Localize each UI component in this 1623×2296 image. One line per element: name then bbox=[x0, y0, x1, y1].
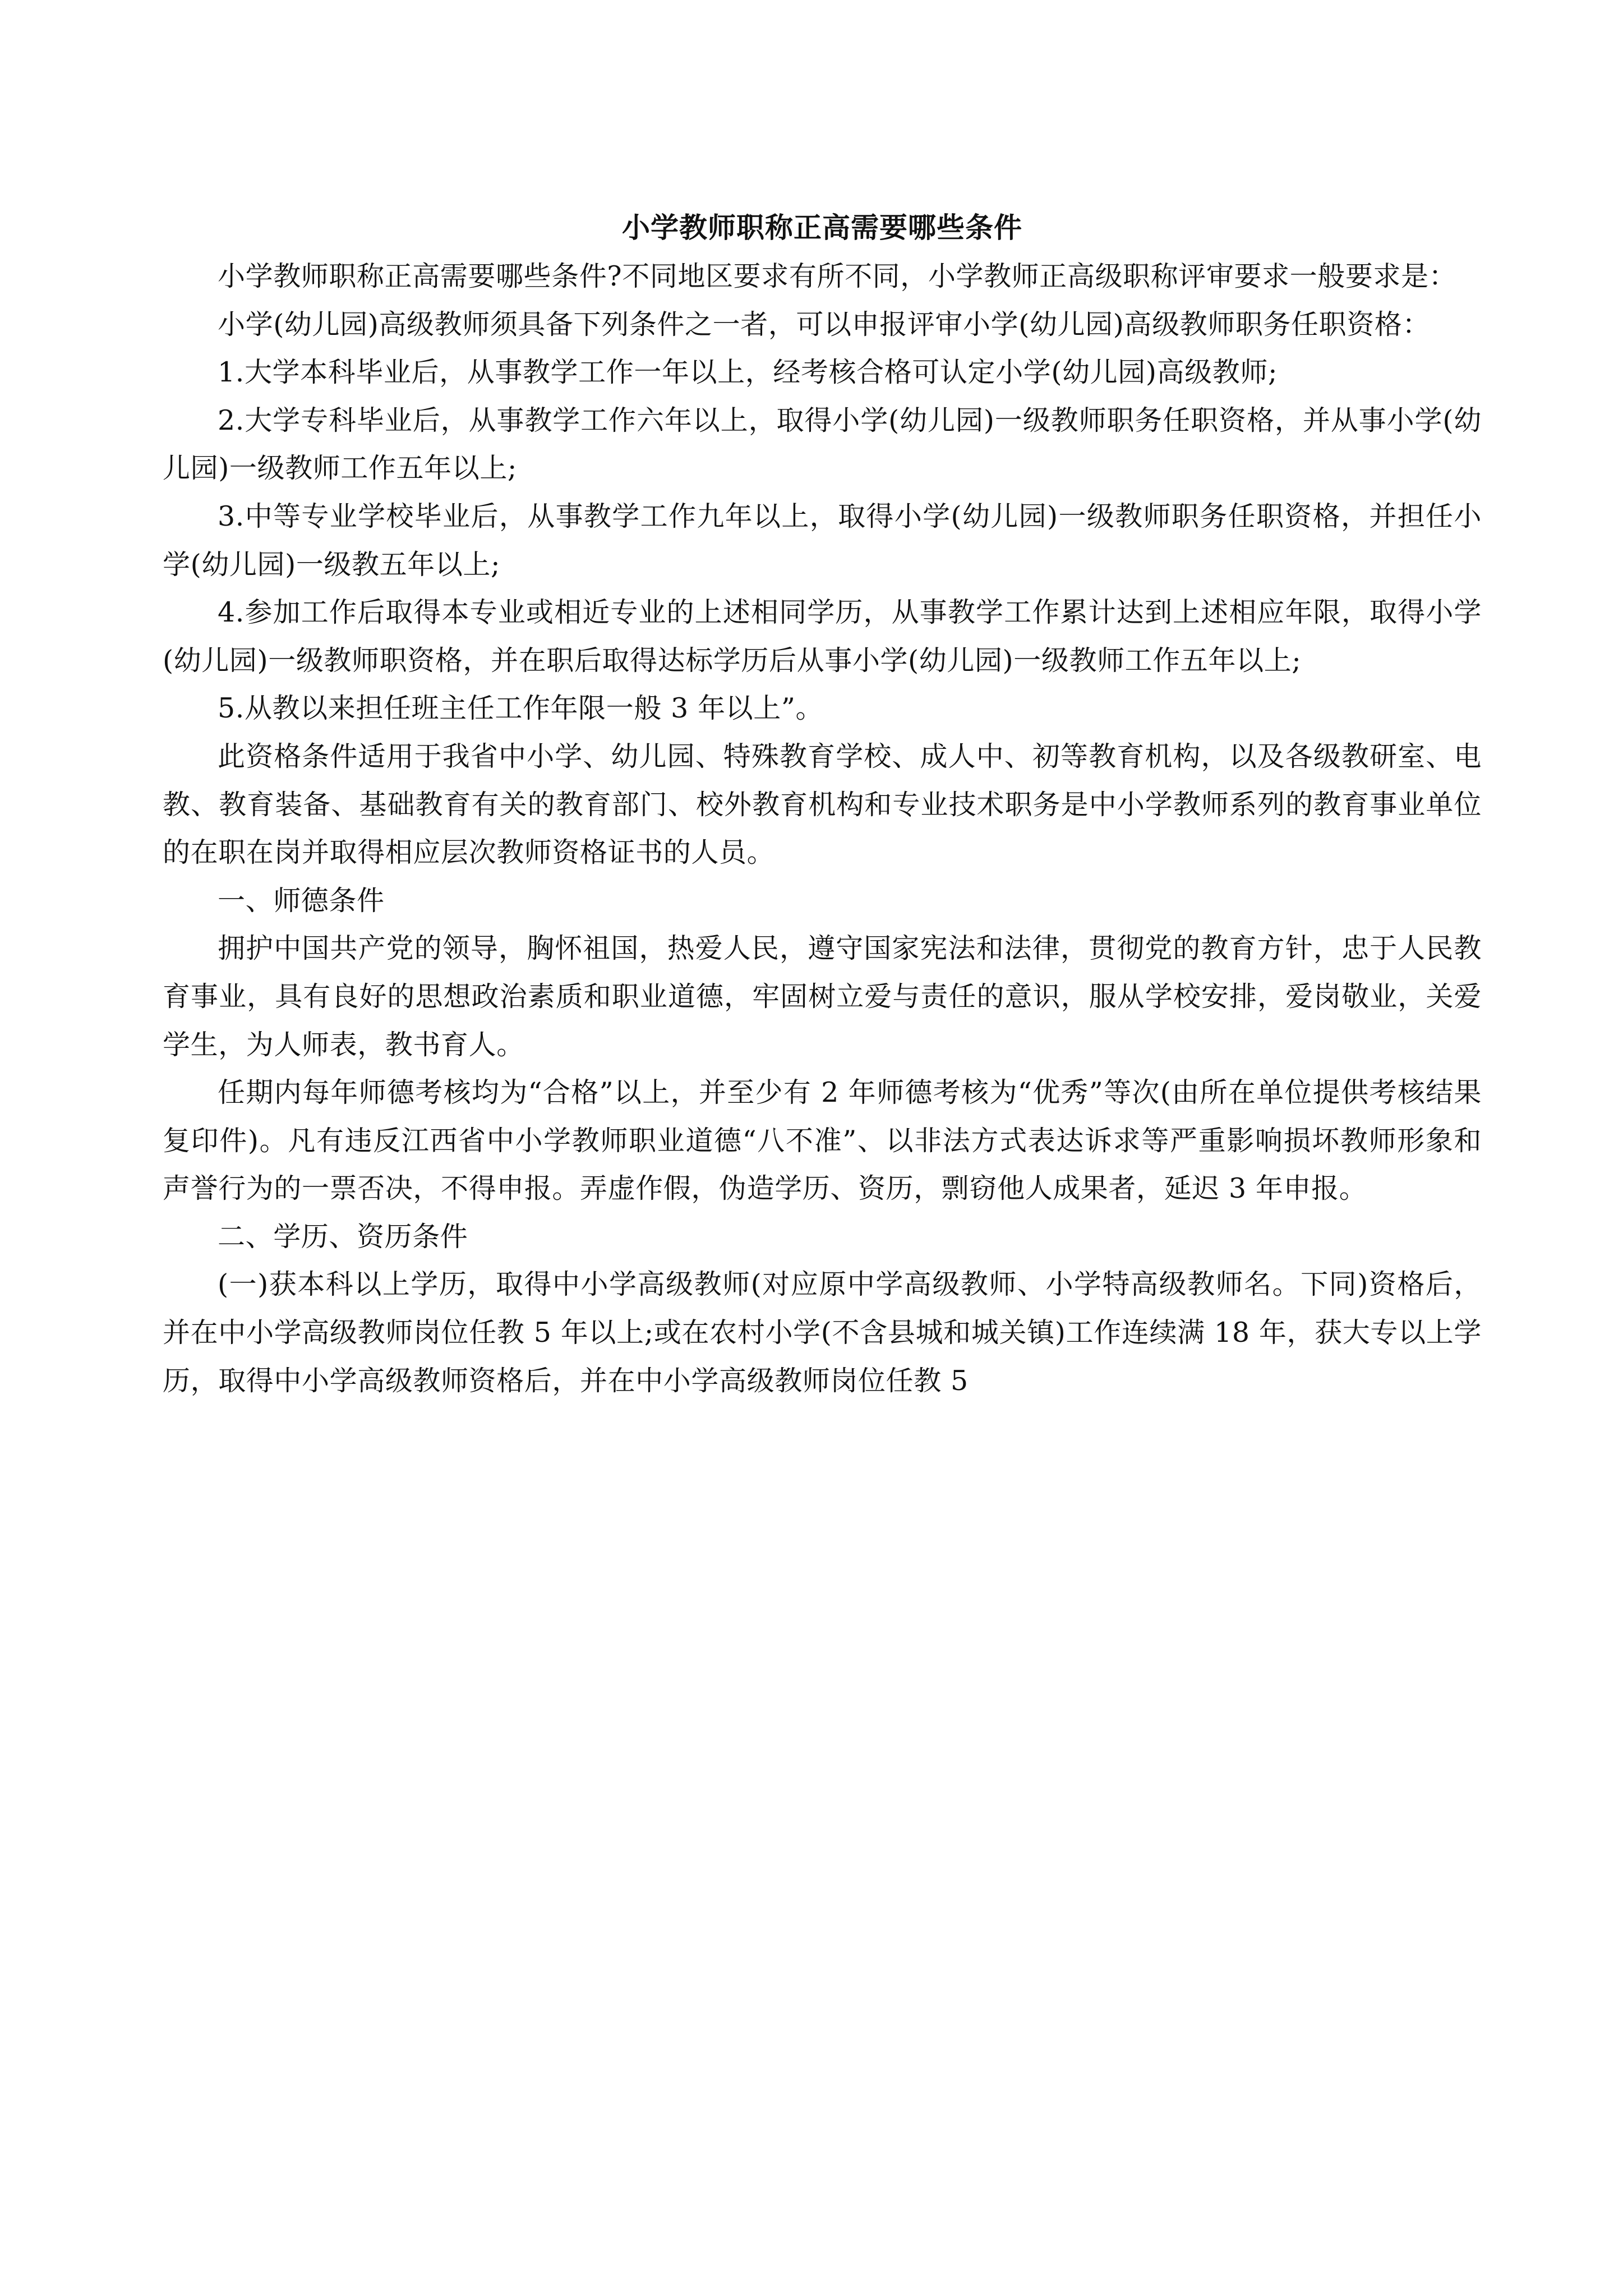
list-item: 3.中等专业学校毕业后，从事教学工作九年以上，取得小学(幼儿园)一级教师职务任职资格，并担任小学(幼儿园)一级教五年以上; bbox=[163, 500, 1482, 581]
list-item: 2.大学专科毕业后，从事教学工作六年以上，取得小学(幼儿园)一级教师职务任职资格，并从事小学(幼儿园)一级教师工作五年以上; bbox=[163, 404, 1482, 485]
document-title: 小学教师职称正高需要哪些条件 bbox=[622, 211, 1022, 244]
paragraph: 任期内每年师德考核均为“合格”以上，并至少有 2 年师德考核为“优秀”等次(由所在单位提供考核结果复印件)。凡有违反江西省中小学教师职业道德“八不准”、以非法方式表达诉求等严重影响损坏教师形象和声誉行为的一票否决，不得申报。弄虚作假，伪造学历、资历，剽窃他人成果者，延迟 3 年申报。 bbox=[163, 1076, 1482, 1205]
section-heading: 一、师德条件 bbox=[218, 884, 385, 917]
paragraph: 小学教师职称正高需要哪些条件?不同地区要求有所不同，小学教师正高级职称评审要求一般要求是： bbox=[218, 260, 1457, 292]
list-item: 5.从教以来担任班主任工作年限一般 3 年以上”。 bbox=[218, 692, 824, 725]
document-body bbox=[163, 204, 1482, 1405]
paragraph: 拥护中国共产党的领导，胸怀祖国，热爱人民，遵守国家宪法和法律，贯彻党的教育方针，忠于人民教育事业，具有良好的思想政治素质和职业道德，牢固树立爱与责任的意识，服从学校安排，爱岗敬业，关爱学生，为人师表，教书育人。 bbox=[163, 932, 1482, 1061]
list-item: 1.大学本科毕业后，从事教学工作一年以上，经考核合格可认定小学(幼儿园)高级教师; bbox=[218, 356, 1278, 389]
paragraph: 此资格条件适用于我省中小学、幼儿园、特殊教育学校、成人中、初等教育机构，以及各级教研室、电教、教育装备、基础教育有关的教育部门、校外教育机构和专业技术职务是中小学教师系列的教育事业单位的在职在岗并取得相应层次教师资格证书的人员。 bbox=[163, 740, 1482, 869]
section-heading: 二、学历、资历条件 bbox=[218, 1220, 468, 1253]
list-item: 4.参加工作后取得本专业或相近专业的上述相同学历，从事教学工作累计达到上述相应年限，取得小学(幼儿园)一级教师职资格，并在职后取得达标学历后从事小学(幼儿园)一级教师工作五年以上; bbox=[163, 596, 1482, 677]
paragraph: (一)获本科以上学历，取得中小学高级教师(对应原中学高级教师、小学特高级教师名。下同)资格后，并在中小学高级教师岗位任教 5 年以上;或在农村小学(不含县城和城关镇)工作连续满 18 年，获大专以上学历，取得中小学高级教师资格后，并在中小学高级教师岗位任教 5 bbox=[163, 1268, 1482, 1397]
paragraph: 小学(幼儿园)高级教师须具备下列条件之一者，可以申报评审小学(幼儿园)高级教师职务任职资格： bbox=[218, 308, 1431, 341]
